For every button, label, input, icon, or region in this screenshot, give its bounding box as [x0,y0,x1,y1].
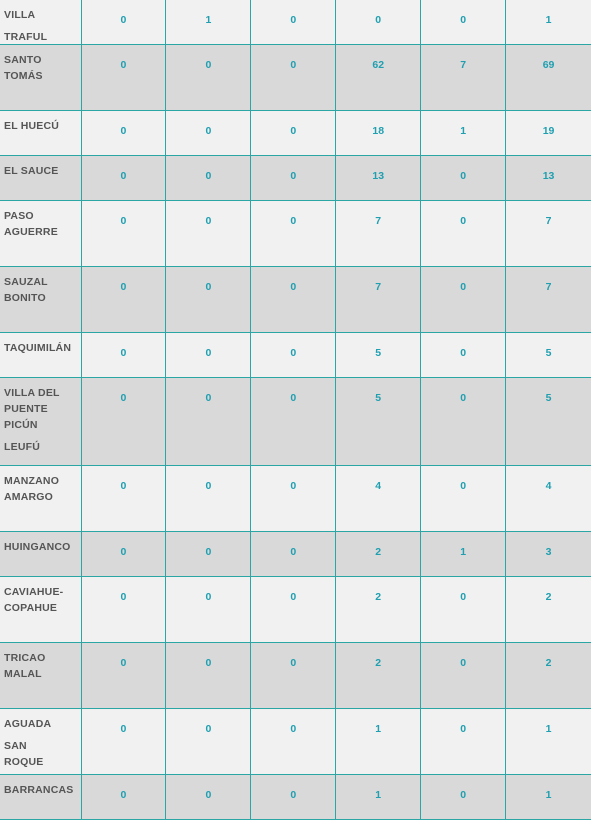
count-value: 7 [375,215,382,227]
value-cell [82,466,167,531]
count-value: 0 [205,281,212,293]
value-cell [421,201,506,266]
count-value: 4 [375,480,382,492]
value-cell [506,466,591,531]
locality-name-cell [0,0,82,44]
count-value: 0 [205,392,212,404]
locality-name: EL SAUCE [4,165,59,177]
count-value: 0 [120,125,127,137]
value-cell [421,775,506,819]
value-cell [251,111,336,155]
table-row [0,775,591,820]
value-cell [506,378,591,465]
value-cell [336,156,421,200]
count-value: 0 [460,789,467,801]
value-cell [166,201,251,266]
count-value: 1 [205,14,212,26]
count-value: 2 [375,546,382,558]
value-cell [421,577,506,642]
count-value: 62 [372,59,385,71]
count-value: 5 [545,392,552,404]
count-value: 0 [460,281,467,293]
value-cell [336,267,421,332]
count-value: 5 [545,347,552,359]
count-value: 0 [120,657,127,669]
count-value: 0 [205,657,212,669]
count-value: 0 [205,789,212,801]
value-cell [166,466,251,531]
value-cell [421,466,506,531]
value-cell [251,201,336,266]
table-row [0,45,591,111]
value-cell [506,267,591,332]
value-cell [506,333,591,377]
value-cell [336,111,421,155]
locality-name-cell [0,111,82,155]
value-cell [166,111,251,155]
count-value: 0 [460,657,467,669]
count-value: 1 [545,789,552,801]
locality-name: TAQUIMILÁN [4,342,72,354]
count-value: 0 [290,392,297,404]
table-row [0,0,591,45]
count-value: 19 [542,125,555,137]
locality-name: VILLA DEL [4,387,60,399]
count-value: 0 [120,591,127,603]
value-cell [421,643,506,708]
table-row [0,577,591,643]
count-value: 13 [542,170,555,182]
locality-name: AGUERRE [4,226,58,238]
value-cell [421,156,506,200]
value-cell [336,201,421,266]
value-cell [82,532,167,576]
value-cell [166,267,251,332]
table-row [0,709,591,775]
count-value: 2 [375,591,382,603]
value-cell [82,775,167,819]
count-value: 0 [205,723,212,735]
count-value: 7 [460,59,467,71]
value-cell [421,0,506,44]
count-value: 0 [120,59,127,71]
locality-name-cell [0,378,82,465]
table-row [0,267,591,333]
count-value: 0 [205,125,212,137]
value-cell [506,532,591,576]
count-value: 0 [290,215,297,227]
table-row [0,643,591,709]
value-cell [336,378,421,465]
value-cell [336,45,421,110]
value-cell [166,643,251,708]
locality-name: SANTO [4,54,42,66]
count-value: 7 [545,215,552,227]
value-cell [82,0,167,44]
count-value: 2 [545,591,552,603]
value-cell [82,333,167,377]
value-cell [166,577,251,642]
value-cell [336,775,421,819]
value-cell [82,378,167,465]
value-cell [82,577,167,642]
locality-name: TRICAO [4,652,46,664]
locality-name: VILLA TRAFUL [4,9,48,43]
locality-name: PASO [4,210,34,222]
count-value: 2 [545,657,552,669]
locality-name-cell [0,466,82,531]
value-cell [251,466,336,531]
locality-name-cell [0,577,82,642]
locality-name-cell [0,775,82,819]
count-value: 0 [120,215,127,227]
value-cell [421,111,506,155]
count-value: 0 [290,59,297,71]
value-cell [166,333,251,377]
count-value: 5 [375,392,382,404]
count-value: 0 [375,14,382,26]
count-value: 0 [205,215,212,227]
value-cell [506,643,591,708]
count-value: 1 [460,546,467,558]
table-row [0,466,591,532]
count-value: 0 [290,125,297,137]
count-value: 0 [120,789,127,801]
count-value: 0 [120,480,127,492]
count-value: 0 [290,657,297,669]
count-value: 0 [290,480,297,492]
count-value: 1 [545,14,552,26]
value-cell [506,577,591,642]
count-value: 1 [460,125,467,137]
count-value: 0 [290,170,297,182]
count-value: 0 [460,347,467,359]
value-cell [506,201,591,266]
value-cell [506,709,591,774]
table-row [0,111,591,156]
value-cell [421,709,506,774]
value-cell [82,643,167,708]
count-value: 0 [290,546,297,558]
count-value: 0 [120,170,127,182]
count-value: 0 [460,170,467,182]
value-cell [506,775,591,819]
count-value: 0 [120,546,127,558]
value-cell [82,267,167,332]
count-value: 0 [205,347,212,359]
locality-name: MALAL [4,668,42,680]
locality-name: MANZANO [4,475,60,487]
value-cell [166,156,251,200]
value-cell [82,156,167,200]
value-cell [82,111,167,155]
locality-name: PUENTE [4,403,48,415]
value-cell [336,333,421,377]
count-value: 1 [375,789,382,801]
value-cell [251,45,336,110]
count-value: 0 [120,392,127,404]
value-cell [166,709,251,774]
locality-name: AMARGO [4,491,54,503]
count-value: 0 [205,59,212,71]
count-value: 0 [460,392,467,404]
count-value: 0 [460,14,467,26]
count-value: 0 [120,723,127,735]
value-cell [82,201,167,266]
count-value: 7 [545,281,552,293]
locality-name-cell [0,643,82,708]
value-cell [82,709,167,774]
count-value: 0 [205,170,212,182]
value-cell [421,333,506,377]
value-cell [251,709,336,774]
value-cell [82,45,167,110]
count-value: 2 [375,657,382,669]
count-value: 0 [290,14,297,26]
value-cell [336,0,421,44]
count-value: 0 [460,591,467,603]
value-cell [251,333,336,377]
table-row [0,532,591,577]
count-value: 0 [460,215,467,227]
locality-name-cell [0,532,82,576]
value-cell [251,532,336,576]
locality-name-cell [0,333,82,377]
locality-name: COPAHUE [4,602,58,614]
count-value: 0 [120,347,127,359]
value-cell [506,45,591,110]
value-cell [421,45,506,110]
locality-name: BARRANCAS [4,784,74,796]
count-value: 13 [372,170,385,182]
value-cell [336,532,421,576]
value-cell [166,532,251,576]
table-row [0,156,591,201]
value-cell [421,267,506,332]
count-value: 0 [460,480,467,492]
locality-name-cell [0,45,82,110]
count-value: 0 [120,281,127,293]
count-value: 1 [545,723,552,735]
value-cell [506,156,591,200]
count-value: 0 [290,789,297,801]
count-value: 0 [205,546,212,558]
count-value: 0 [290,281,297,293]
value-cell [166,775,251,819]
count-value: 0 [290,723,297,735]
value-cell [251,577,336,642]
locality-name: HUINGANCO [4,541,71,553]
table-row [0,378,591,466]
locality-name: AGUADA SAN [4,718,51,752]
count-value: 18 [372,125,385,137]
value-cell [251,0,336,44]
locality-name-cell [0,201,82,266]
locality-name: TOMÁS [4,70,43,82]
value-cell [336,643,421,708]
value-cell [506,111,591,155]
value-cell [251,267,336,332]
count-value: 0 [290,347,297,359]
locality-name: ROQUE [4,756,44,768]
locality-name-cell [0,156,82,200]
value-cell [421,378,506,465]
value-cell [251,156,336,200]
value-cell [251,643,336,708]
value-cell [166,45,251,110]
count-value: 0 [205,480,212,492]
locality-name-cell [0,267,82,332]
count-value: 69 [542,59,555,71]
count-value: 4 [545,480,552,492]
count-value: 3 [545,546,552,558]
value-cell [251,775,336,819]
count-value: 0 [290,591,297,603]
count-value: 0 [205,591,212,603]
count-value: 1 [375,723,382,735]
table-row [0,333,591,378]
count-value: 5 [375,347,382,359]
count-value: 0 [460,723,467,735]
count-value: 7 [375,281,382,293]
value-cell [506,0,591,44]
locality-name: CAVIAHUE- [4,586,64,598]
value-cell [336,466,421,531]
locality-name: BONITO [4,292,46,304]
locality-name-cell [0,709,82,774]
locality-name: SAUZAL [4,276,48,288]
locality-name: EL HUECÚ [4,120,60,132]
locality-name: PICÚN LEUFÚ [4,419,40,453]
value-cell [251,378,336,465]
value-cell [336,577,421,642]
count-value: 0 [120,14,127,26]
value-cell [166,0,251,44]
table-row [0,201,591,267]
value-cell [166,378,251,465]
value-cell [421,532,506,576]
value-cell [336,709,421,774]
